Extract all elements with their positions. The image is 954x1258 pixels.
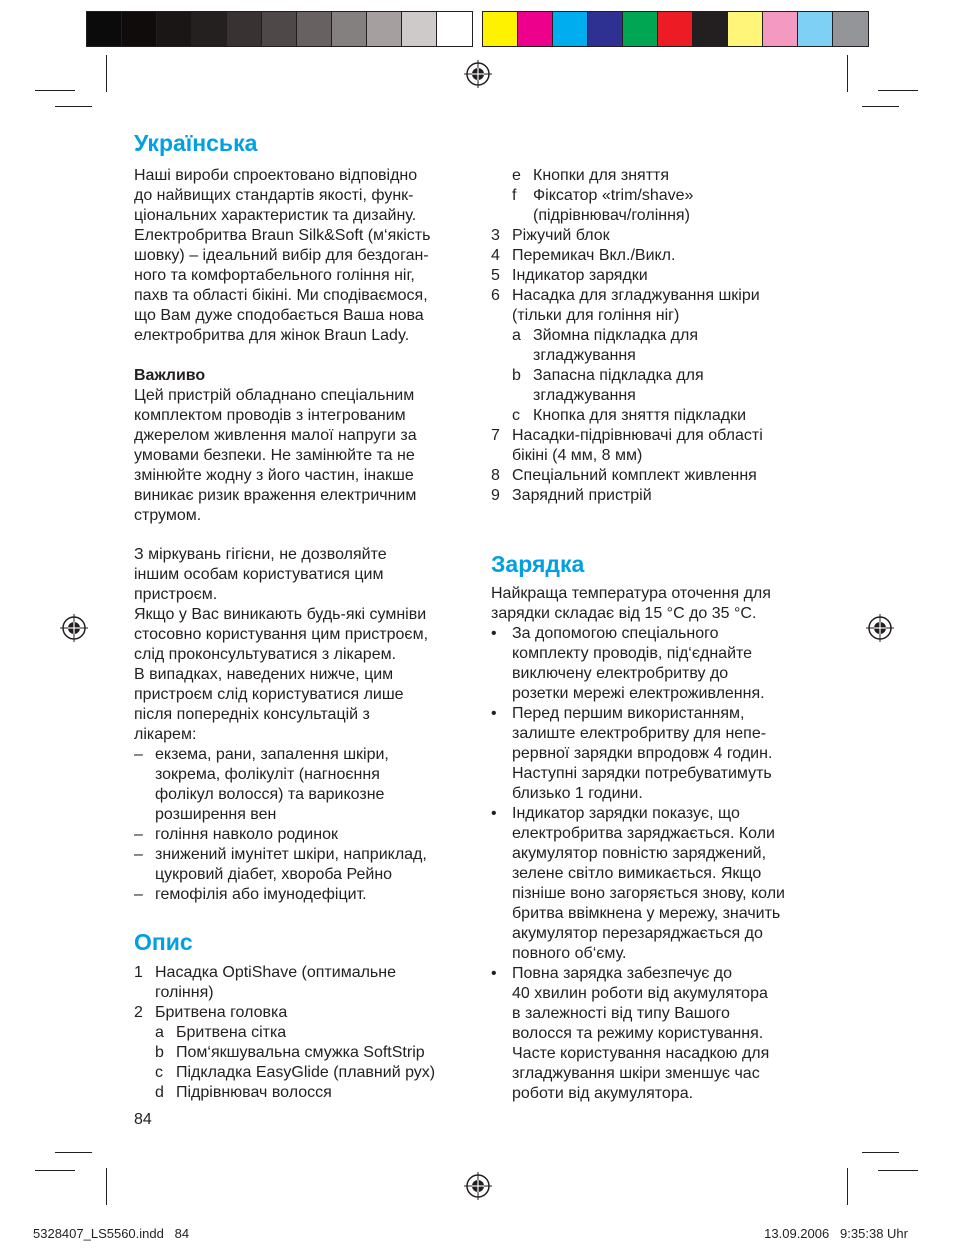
text-line: що Вам дуже сподобається Ваша нова [134, 307, 424, 324]
intro-paragraph [134, 166, 474, 346]
text-line: Найкраща температура оточення для [491, 585, 771, 602]
bullet-item-line: рервної зарядки впродовж 4 годин. [512, 745, 773, 762]
bullet-item-line: Наступні зарядки потребуватимуть [512, 765, 772, 782]
color-swatch [483, 12, 518, 46]
bullet-item-line: Індикатор зарядки показує, що [512, 805, 740, 822]
text-line: зарядки складає від 15 °C до 35 °C. [491, 605, 757, 622]
color-swatch [623, 12, 658, 46]
charging-title: Зарядка [491, 551, 585, 577]
important-text [134, 386, 474, 526]
bullet-item-text [512, 964, 831, 1104]
bullet-item-line: акумулятор перезаряджається до [512, 925, 763, 942]
description-subitem-line: згладжування [533, 347, 636, 364]
description-item [491, 466, 831, 486]
bullet-item-line: повного об‘єму. [512, 945, 627, 962]
bullet-item-line: волосся та режиму користування. [512, 1025, 764, 1042]
bullet-item-line: бритва ввімкнена у мережу, значить [512, 905, 781, 922]
description-subitem-marker: b [155, 1044, 164, 1061]
section-title-description [134, 928, 193, 956]
bullet-item-line: виключену електробритву до [512, 665, 729, 682]
text-line: струмом. [134, 507, 202, 524]
color-swatch [122, 12, 157, 46]
description-subitem-text [533, 366, 831, 406]
text-line: шовку) – ідеальний вибір для бездоган- [134, 247, 429, 264]
description-subitem-marker: f [512, 187, 517, 204]
text-line: стосовно користування цим пристроєм, [134, 626, 429, 643]
description-subitem-line: Фіксатор «trim/shave» [533, 187, 694, 204]
description-subitem-text: Підкладка EasyGlide (плавний рух) [176, 1064, 436, 1081]
description-subitems [491, 326, 831, 426]
bullet-item-line: акумулятор повністю заряджений, [512, 845, 767, 862]
description-subitem-marker: c [155, 1064, 163, 1081]
bullet-item-line: зелене світло вимикається. Якщо [512, 865, 762, 882]
bullet-item-line: згладжування шкіри зменшує час [512, 1065, 760, 1082]
condition-item [134, 845, 474, 885]
slug-file-info: 5328407_LS5560.indd 84 [33, 1226, 190, 1241]
bullet-item-line: в залежності від типу Вашого [512, 1005, 730, 1022]
hygiene-block [134, 545, 474, 905]
bullet-item-marker: • [491, 965, 497, 982]
text-line: Цей пристрій обладнано спеціальним [134, 387, 415, 404]
bullet-item [491, 964, 831, 1104]
description-item-text [512, 246, 831, 266]
color-swatch [402, 12, 437, 46]
description-item-text [512, 266, 831, 286]
bullet-item-line: пізніше воно загоряється знову, коли [512, 885, 785, 902]
condition-item [134, 745, 474, 825]
condition-item-line: гоління навколо родинок [155, 826, 338, 843]
condition-item-line: фолікул волосся) та варикозне [155, 786, 385, 803]
description-item [491, 266, 831, 286]
bullet-item-line: 40 хвилин роботи від акумулятора [512, 985, 768, 1002]
description-item-line: (тільки для гоління ніг) [512, 307, 680, 324]
color-swatch [833, 12, 868, 46]
description-subitem-text: Підрівнювач волосся [176, 1084, 332, 1101]
bullet-item-text [512, 624, 831, 704]
description-item-marker: 8 [491, 467, 500, 484]
registration-mark-icon [464, 1172, 492, 1200]
bullet-item-marker: • [491, 705, 497, 722]
condition-item [134, 825, 474, 845]
color-swatch [763, 12, 798, 46]
description-item-line: гоління) [155, 984, 214, 1001]
charging-bullets [491, 624, 831, 1104]
description-subitem-line: Кнопки для зняття [533, 167, 670, 184]
description-title: Опис [134, 929, 193, 955]
description-item [134, 963, 474, 1003]
crop-mark [55, 1152, 92, 1153]
text-line: після попередніх консультацій з [134, 706, 370, 723]
text-line: пристроєм. [134, 586, 218, 603]
description-item-text [512, 426, 831, 466]
description-subitem-text: Бритвена сітка [176, 1024, 287, 1041]
text-line: ного та комфортабельного гоління ніг, [134, 267, 415, 284]
description-subitem-line: Зйомна підкладка для [533, 327, 699, 344]
condition-item-line: цукровий діабет, хвороба Рейно [155, 866, 393, 883]
text-line: умовами безпеки. Не замінюйте та не [134, 447, 415, 464]
description-subitem-text [533, 406, 831, 426]
charging-block [491, 584, 831, 1104]
condition-item-text [155, 845, 474, 885]
color-swatch [518, 12, 553, 46]
condition-item-text [155, 825, 474, 845]
crop-mark [878, 90, 918, 91]
color-swatch [693, 12, 728, 46]
description-item-line: Спеціальний комплект живлення [512, 467, 757, 484]
description-subitem-text [533, 186, 831, 226]
page-title: Українська [134, 130, 258, 156]
color-swatch [157, 12, 192, 46]
bullet-item-line: Часте користування насадкою для [512, 1045, 770, 1062]
color-swatch [87, 12, 122, 46]
text-line: до найвищих стандартів якості, функ- [134, 187, 414, 204]
crop-mark [55, 106, 92, 107]
crop-mark [878, 1170, 918, 1171]
description-item-text [155, 963, 474, 1003]
description-item-marker: 4 [491, 247, 500, 264]
text-line: джерелом живлення малої напруги за [134, 427, 417, 444]
description-items [134, 963, 474, 1023]
description-item [491, 226, 831, 246]
text-line: лікарем: [134, 726, 197, 743]
text-line: В випадках, наведених нижче, цим [134, 666, 394, 683]
text-line: електробритва для жінок Braun Lady. [134, 327, 410, 344]
condition-item-text [155, 745, 474, 825]
text-line: Електробритва Braun Silk&Soft (м‘якість [134, 227, 431, 244]
page-number: 84 [134, 1111, 152, 1128]
description-subitem-marker: c [512, 407, 520, 424]
hygiene-text [134, 545, 474, 745]
bullet-item [491, 704, 831, 804]
color-swatch [553, 12, 588, 46]
description-subitem [491, 406, 831, 426]
condition-item-line: знижений імунітет шкіри, наприклад, [155, 846, 427, 863]
bullet-item-line: електробритва заряджається. Коли [512, 825, 775, 842]
color-swatch [332, 12, 367, 46]
description-item-line: бікіні (4 мм, 8 мм) [512, 447, 643, 464]
crop-mark [35, 1170, 75, 1171]
text-line: змінюйте жодну з його частин, інакше [134, 467, 414, 484]
registration-mark-icon [60, 614, 88, 642]
description-item-line: Зарядний пристрій [512, 487, 652, 504]
description-item [491, 246, 831, 266]
bullet-item-line: Перед першим використанням, [512, 705, 745, 722]
condition-item-line: розширення вен [155, 806, 277, 823]
description-item-line: Індикатор зарядки [512, 267, 648, 284]
crop-mark [847, 55, 848, 92]
registration-mark-icon [464, 60, 492, 88]
description-item-line: Перемикач Вкл./Викл. [512, 247, 676, 264]
condition-item-marker: – [134, 826, 143, 843]
description-item-line: Насадки-підрівнювачі для області [512, 427, 763, 444]
condition-item-line: зокрема, фолікуліт (нагноєння [155, 766, 380, 783]
description-subitem-marker: b [512, 367, 521, 384]
description-item-text [512, 486, 831, 506]
process-color-bar [482, 11, 869, 47]
description-subitem [134, 1063, 474, 1083]
description-item-marker: 7 [491, 427, 500, 444]
description-subitem-line: (підрівнювач/гоління) [533, 207, 690, 224]
description-item-line: Насадка OptiShave (оптимальне [155, 964, 396, 981]
text-line: ціональних характеристик та дизайну. [134, 207, 417, 224]
grayscale-color-bar [86, 11, 473, 47]
description-item-marker: 2 [134, 1004, 143, 1021]
description-item [491, 286, 831, 326]
description-subitems [134, 1023, 474, 1103]
description-item-marker: 9 [491, 487, 500, 504]
bullet-item [491, 804, 831, 964]
crop-mark [35, 90, 75, 91]
crop-mark [106, 1168, 107, 1205]
description-list-continued [491, 166, 831, 506]
description-subitem-line: згладжування [533, 387, 636, 404]
important-block [134, 366, 474, 526]
bullet-item [491, 624, 831, 704]
color-swatch [588, 12, 623, 46]
description-item [134, 1003, 474, 1023]
section-title-ukrainian [134, 129, 257, 157]
slug-timestamp: 13.09.2006 9:35:38 Uhr [764, 1226, 908, 1241]
description-subitems [491, 166, 831, 226]
crop-mark [106, 55, 107, 92]
registration-mark-icon [866, 614, 894, 642]
condition-item [134, 885, 474, 905]
bullet-item-line: За допомогою спеціального [512, 625, 719, 642]
description-item-marker: 6 [491, 287, 500, 304]
description-item [491, 486, 831, 506]
condition-item-marker: – [134, 746, 143, 763]
description-subitem [134, 1043, 474, 1063]
crop-mark [862, 1152, 899, 1153]
bullet-item-line: близько 1 години. [512, 785, 643, 802]
description-item-marker: 5 [491, 267, 500, 284]
color-swatch [297, 12, 332, 46]
text-line: Якщо у Вас виникають будь-які сумніви [134, 606, 427, 623]
charging-intro [491, 584, 831, 624]
color-swatch [437, 12, 472, 46]
color-swatch [798, 12, 833, 46]
bullet-item-text [512, 704, 831, 804]
description-subitem-line: Запасна підкладка для [533, 367, 704, 384]
description-item-line: Бритвена головка [155, 1004, 288, 1021]
conditions-list [134, 745, 474, 905]
important-heading: Важливо [134, 367, 206, 384]
text-line: пахв та області бікіні. Ми сподіваємося, [134, 287, 428, 304]
bullet-item-marker: • [491, 625, 497, 642]
color-swatch [192, 12, 227, 46]
description-subitem-text [533, 166, 831, 186]
description-item-text [512, 226, 831, 246]
description-item-line: Насадка для згладжування шкіри [512, 287, 760, 304]
text-line: Наші вироби спроектовано відповідно [134, 167, 418, 184]
description-subitem-marker: a [512, 327, 521, 344]
description-subitem [134, 1083, 474, 1103]
text-line: З міркувань гігієни, не дозволяйте [134, 546, 387, 563]
description-subitem-marker: d [155, 1084, 164, 1101]
description-item-line: Ріжучий блок [512, 227, 610, 244]
color-swatch [728, 12, 763, 46]
crop-mark [847, 1168, 848, 1205]
text-line: слід проконсультуватися з лікарем. [134, 646, 397, 663]
description-subitem-line: Кнопка для зняття підкладки [533, 407, 747, 424]
crop-mark [862, 106, 899, 107]
condition-item-line: екзема, рани, запалення шкіри, [155, 746, 389, 763]
description-list [134, 963, 474, 1103]
description-subitem [491, 186, 831, 226]
description-item-text [512, 466, 831, 486]
condition-item-marker: – [134, 846, 143, 863]
bullet-item-line: роботи від акумулятора. [512, 1085, 694, 1102]
condition-item-text [155, 885, 474, 905]
bullet-item-marker: • [491, 805, 497, 822]
text-line: пристроєм слід користуватися лише [134, 686, 404, 703]
condition-item-line: гемофілія або імунодефіцит. [155, 886, 367, 903]
description-subitem [134, 1023, 474, 1043]
description-subitem [491, 326, 831, 366]
color-swatch [262, 12, 297, 46]
description-subitem [491, 166, 831, 186]
bullet-item-line: залиште електробритву для непе- [512, 725, 767, 742]
bullet-item-line: Повна зарядка забезпечує до [512, 965, 733, 982]
color-swatch [367, 12, 402, 46]
description-subitem-marker: e [512, 167, 521, 184]
condition-item-marker: – [134, 886, 143, 903]
description-subitem-marker: a [155, 1024, 164, 1041]
description-subitem [491, 366, 831, 406]
description-item [491, 426, 831, 466]
text-line: іншим особам користуватися цим [134, 566, 384, 583]
section-title-charging [491, 550, 584, 578]
description-item-text [512, 286, 831, 326]
description-subitem-text: Пом‘якшувальна смужка SoftStrip [176, 1044, 425, 1061]
description-item-marker: 3 [491, 227, 500, 244]
color-swatch [227, 12, 262, 46]
text-line: виникає ризик враження електричним [134, 487, 417, 504]
description-item-text [155, 1003, 474, 1023]
bullet-item-line: розетки мережі електроживлення. [512, 685, 765, 702]
description-subitem-text [533, 326, 831, 366]
bullet-item-text [512, 804, 831, 964]
description-item-marker: 1 [134, 964, 143, 981]
text-line: комплектом проводів з інтегрованим [134, 407, 406, 424]
bullet-item-line: комплекту проводів, під‘єднайте [512, 645, 753, 662]
description-items [491, 226, 831, 326]
color-swatch [658, 12, 693, 46]
description-items [491, 426, 831, 506]
